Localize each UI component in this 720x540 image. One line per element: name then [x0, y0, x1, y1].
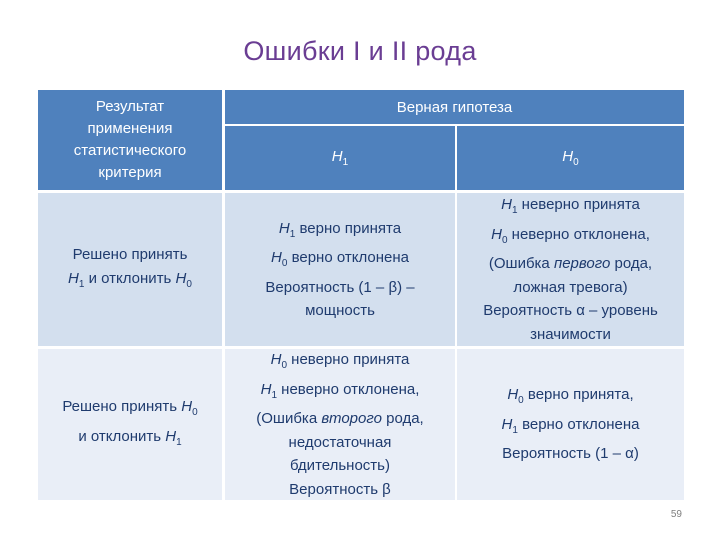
row1-h1-line: мощность: [305, 302, 375, 319]
header-criterion-line: статистического: [73, 142, 187, 159]
row1-decision-line: Решено принять: [72, 246, 188, 263]
row1-h0-line: Вероятность α – уровень: [483, 302, 658, 319]
row1-cell-h0: [457, 193, 684, 346]
row2-h1-line: $H_1$ неверно отклонена,: [260, 380, 420, 401]
row2-h1-line: недостаточная: [288, 433, 392, 451]
header-h1: [225, 126, 455, 190]
header-true-hypothesis-label: Верная гипотеза: [396, 98, 513, 116]
h-subscript: 0: [573, 157, 579, 168]
row1-h1-line: $H_0$ верно отклонена: [271, 249, 409, 269]
row1-h0-line: $H_1$ неверно принята: [501, 196, 640, 216]
row1-cell-h1: [225, 193, 455, 346]
h-letter: H: [331, 148, 343, 165]
row2-h1-line: Вероятность β: [289, 480, 391, 498]
header-true-hypothesis: [225, 90, 684, 124]
row2-h1-line: бдительность): [290, 457, 390, 474]
row1-h0-line: ложная тревога): [513, 278, 628, 296]
slide-title: Ошибки I и II рода: [243, 36, 477, 66]
row1-h0-line: значимости: [530, 325, 611, 343]
row1-h0-line: $H_0$ неверно отклонена,: [491, 225, 650, 246]
row2-cell-h1: [225, 349, 455, 500]
header-criterion-line: Результат: [95, 98, 165, 115]
row1-decision-line: $H_1$ и отклонить $H_0$: [68, 269, 192, 290]
row2-h1-line: (Ошибка второго рода,: [256, 410, 424, 427]
header-criterion-result: [38, 90, 222, 190]
row2-h0-line: $H_0$ верно принята,: [507, 386, 634, 407]
header-criterion-line: применения: [87, 120, 173, 137]
header-criterion-line: критерия: [98, 164, 162, 181]
page-number: 59: [670, 509, 682, 520]
row1-h1-line: Вероятность (1 – β) –: [265, 278, 415, 296]
row2-cell-h0: [457, 349, 684, 500]
row2-decision-line: Решено принять $H_0$: [62, 398, 198, 418]
row1-h1-line: $H_1$ верно принята: [278, 219, 402, 240]
row2-h1-line: $H_0$ неверно принята: [270, 351, 410, 371]
h-subscript: 1: [342, 157, 349, 168]
row2-h0-line: $H_1$ верно отклонена: [501, 415, 640, 436]
row2-h0-line: Вероятность (1 – α): [502, 445, 639, 463]
row1-h0-line: (Ошибка первого рода,: [488, 255, 653, 272]
row2-decision: [38, 349, 222, 500]
row1-decision: [38, 193, 222, 346]
row2-decision-line: и отклонить $H_1$: [78, 427, 182, 448]
h-letter: H: [562, 148, 574, 165]
header-h0: [457, 126, 684, 190]
